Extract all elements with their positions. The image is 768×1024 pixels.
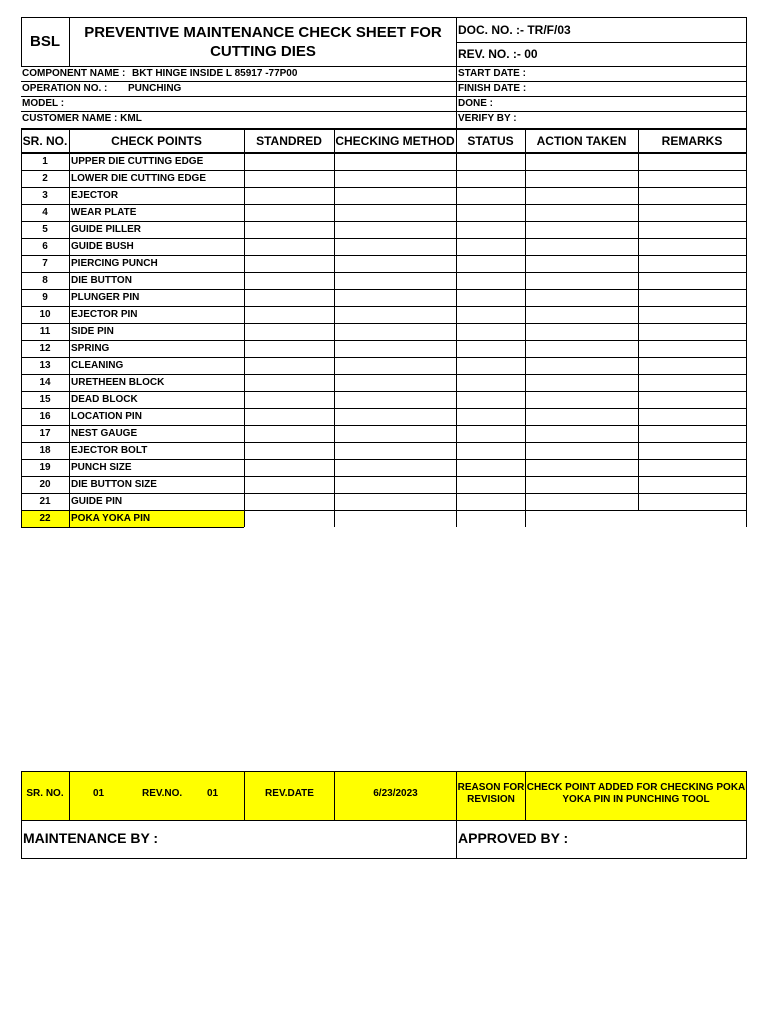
row-sr-no: 22 xyxy=(39,513,51,524)
rule xyxy=(746,129,747,527)
row-sr-no: 11 xyxy=(39,326,51,337)
row-check-point: DIE BUTTON xyxy=(71,275,132,286)
row-check-point: UPPER DIE CUTTING EDGE xyxy=(71,156,204,167)
revision-date-value: 6/23/2023 xyxy=(373,788,418,799)
rule xyxy=(334,129,335,527)
row-sr-no: 5 xyxy=(42,224,48,235)
row-check-point: LOWER DIE CUTTING EDGE xyxy=(71,173,206,184)
column-header: REMARKS xyxy=(661,134,723,148)
rule xyxy=(746,771,747,859)
rule xyxy=(244,129,245,527)
customer-label: CUSTOMER NAME : KML xyxy=(22,113,142,124)
row-sr-no: 18 xyxy=(39,445,51,456)
revision-sr-value: 01 xyxy=(93,788,105,799)
finish-date-label: FINISH DATE : xyxy=(458,83,527,94)
row-check-point: GUIDE PIN xyxy=(71,496,123,507)
row-check-point: LOCATION PIN xyxy=(71,411,142,422)
row-check-point: SIDE PIN xyxy=(71,326,114,337)
row-sr-no: 3 xyxy=(42,190,48,201)
row-sr-no: 6 xyxy=(42,241,48,252)
row-check-point: POKA YOKA PIN xyxy=(71,513,151,524)
row-check-point: EJECTOR xyxy=(71,190,119,201)
revision-reason-label-2: REVISION xyxy=(467,794,515,805)
rule xyxy=(21,771,747,772)
row-sr-no: 15 xyxy=(39,394,51,405)
row-check-point: PUNCH SIZE xyxy=(71,462,132,473)
row-check-point: GUIDE BUSH xyxy=(71,241,134,252)
row-sr-no: 17 xyxy=(39,428,51,439)
row-sr-no: 8 xyxy=(42,275,48,286)
row-sr-no: 2 xyxy=(42,173,48,184)
row-check-point: EJECTOR BOLT xyxy=(71,445,148,456)
revision-rev-value: 01 xyxy=(207,788,219,799)
row-check-point: EJECTOR PIN xyxy=(71,309,138,320)
row-sr-no: 7 xyxy=(42,258,48,269)
rev-no: REV. NO. :- 00 xyxy=(458,47,538,61)
row-check-point: DEAD BLOCK xyxy=(71,394,138,405)
doc-no: DOC. NO. :- TR/F/03 xyxy=(458,23,571,37)
row-sr-no: 13 xyxy=(39,360,51,371)
row-sr-no: 20 xyxy=(39,479,51,490)
revision-date-label: REV.DATE xyxy=(265,788,314,799)
row-sr-no: 16 xyxy=(39,411,51,422)
row-sr-no: 14 xyxy=(39,377,51,388)
rule xyxy=(525,129,526,527)
column-header: ACTION TAKEN xyxy=(536,134,627,148)
revision-description-2: YOKA PIN IN PUNCHING TOOL xyxy=(562,794,710,805)
row-sr-no: 10 xyxy=(39,309,51,320)
revision-sr-label: SR. NO. xyxy=(26,788,64,799)
maintenance-by-label: MAINTENANCE BY : xyxy=(23,830,159,846)
rule xyxy=(69,129,70,527)
row-check-point: CLEANING xyxy=(71,360,124,371)
row-sr-no: 1 xyxy=(42,156,48,167)
done-label: DONE : xyxy=(458,98,493,109)
row-check-point: NEST GAUGE xyxy=(71,428,138,439)
rule xyxy=(21,820,747,821)
row-check-point: PLUNGER PIN xyxy=(71,292,140,303)
row-check-point: SPRING xyxy=(71,343,110,354)
revision-rev-label: REV.NO. xyxy=(142,788,183,799)
component-label: COMPONENT NAME : xyxy=(22,68,126,79)
row-sr-no: 19 xyxy=(39,462,51,473)
row-check-point: GUIDE PILLER xyxy=(71,224,142,235)
model-label: MODEL : xyxy=(22,98,65,109)
operation-label: OPERATION NO. : xyxy=(22,83,108,94)
rule xyxy=(21,510,746,511)
column-header: STATUS xyxy=(467,134,514,148)
rule xyxy=(638,129,639,510)
revision-description-1: CHECK POINT ADDED FOR CHECKING POKA xyxy=(526,782,746,793)
rule xyxy=(21,771,22,859)
sheet-title-line2: CUTTING DIES xyxy=(210,43,316,60)
rule xyxy=(456,129,457,527)
row-check-point: DIE BUTTON SIZE xyxy=(71,479,157,490)
row-sr-no: 12 xyxy=(39,343,51,354)
sheet-title-line1: PREVENTIVE MAINTENANCE CHECK SHEET FOR xyxy=(84,24,442,41)
column-header: STANDRED xyxy=(256,134,322,148)
company-name: BSL xyxy=(30,33,60,50)
revision-reason-label-1: REASON FOR xyxy=(457,782,525,793)
row-check-point: URETHEEN BLOCK xyxy=(71,377,165,388)
row-check-point: WEAR PLATE xyxy=(71,207,137,218)
rule xyxy=(21,527,244,528)
rule xyxy=(21,858,747,859)
operation-value: PUNCHING xyxy=(128,83,182,94)
column-header: CHECKING METHOD xyxy=(335,134,455,148)
start-date-label: START DATE : xyxy=(458,68,526,79)
row-sr-no: 4 xyxy=(42,207,48,218)
verify-label: VERIFY BY : xyxy=(458,113,517,124)
row-sr-no: 21 xyxy=(39,496,51,507)
column-header: CHECK POINTS xyxy=(111,134,202,148)
column-header: SR. NO. xyxy=(22,134,68,148)
component-value: BKT HINGE INSIDE L 85917 -77P00 xyxy=(132,68,298,79)
row-check-point: PIERCING PUNCH xyxy=(71,258,158,269)
row-sr-no: 9 xyxy=(42,292,48,303)
rule xyxy=(69,771,70,820)
approved-by-label: APPROVED BY : xyxy=(458,830,569,846)
